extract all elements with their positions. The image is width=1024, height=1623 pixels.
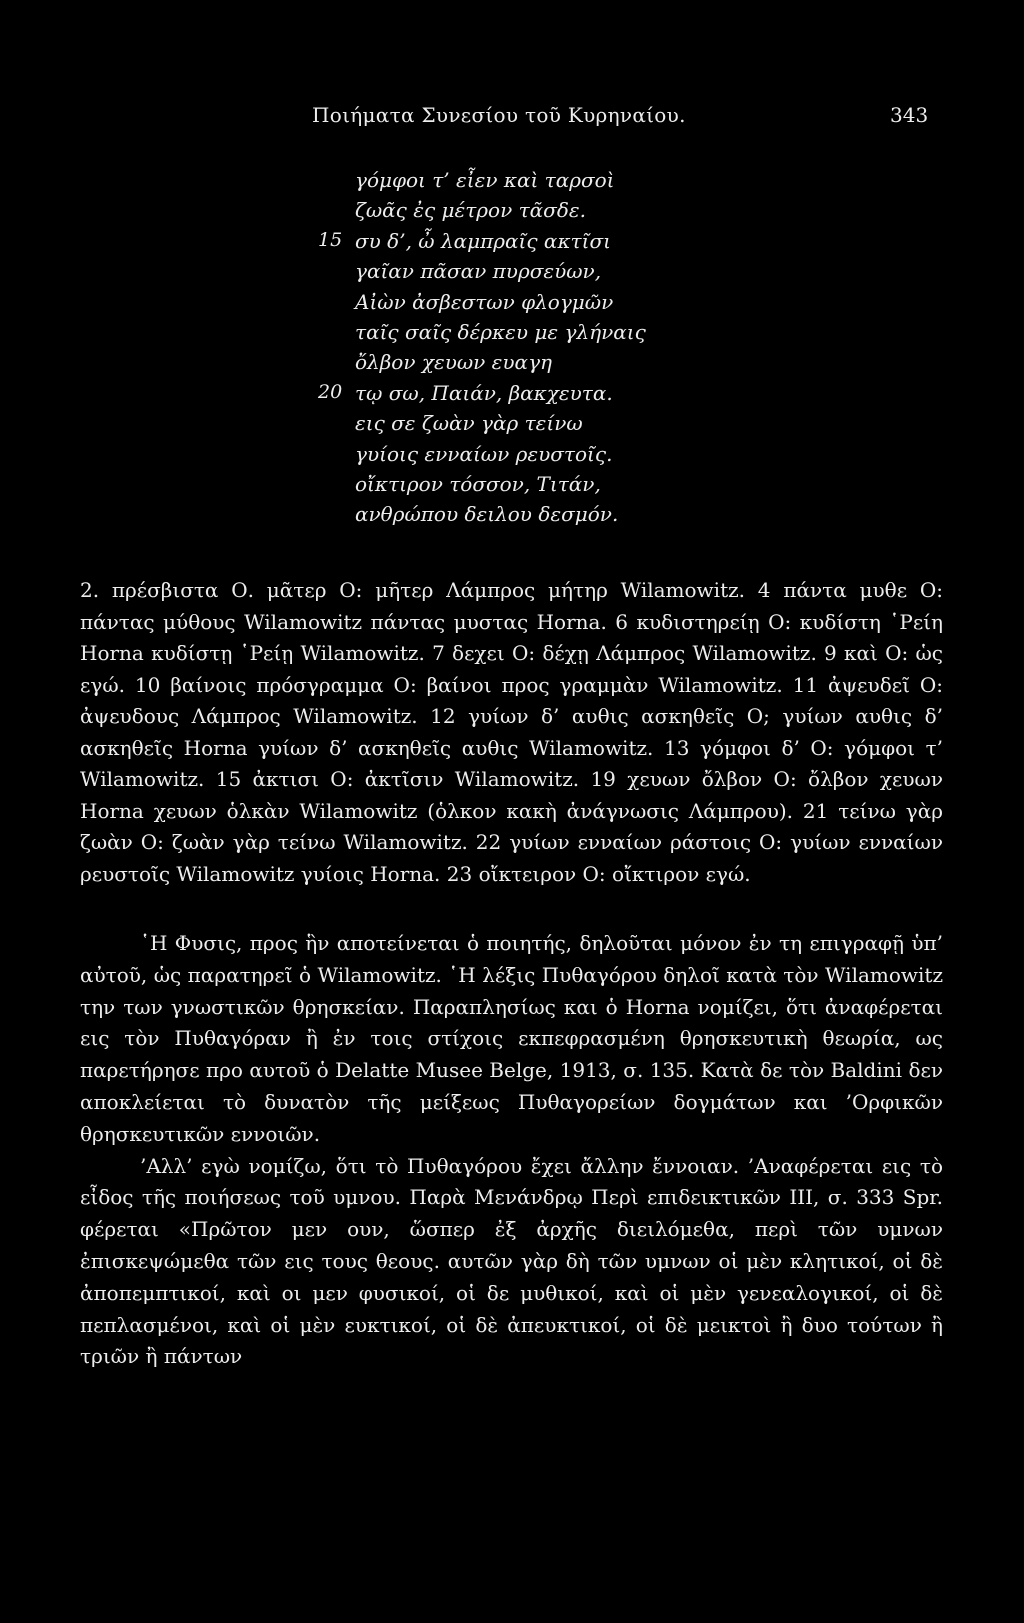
verse-line (0, 259, 1024, 289)
verse-number: 15 (318, 228, 343, 251)
verse-line (0, 381, 1024, 411)
commentary-paragraph: ’Αλλ’ εγὼ νομίζω, ὅτι τὸ Πυθαγόρου ἔχει ἄλλην ἔννοιαν. ’Αναφέρεται εις τὸ εἶδος τῆς ποιήσεως τοῦ υμνου. Παρὰ Μενάνδρῳ Περὶ επιδεικτικῶν III, σ. 333 Spr. φέρεται «Πρῶτον μεν ουν, ὥσπερ ἐξ ἀρχῆς διειλόμεθα, περὶ τῶν υμνων ἐπισκεψώμεθα τῶν εις τους θεους. αυτῶν γὰρ δὴ τῶν υμνων οἱ μὲν κλητικοί, οἱ δὲ ἀποπεμπτικοί, καὶ οι μεν φυσικοί, οἱ δε μυθικοί, καὶ οἱ μὲν γενεαλογικοί, οἱ δὲ πεπλασμένοι, καὶ οἱ μὲν ευκτικοί, οἱ δὲ ἀπευκτικοί, οἱ δὲ μεικτοὶ ἢ δυο τούτων ἢ τριῶν ἢ πάντων (80, 1153, 943, 1369)
verse-text: εις σε ζωὰν γὰρ τείνω (355, 411, 583, 436)
verse-line (0, 350, 1024, 380)
verse-line (0, 411, 1024, 441)
verse-line (0, 502, 1024, 532)
verse-text: Αἰὼν ἀσβεστων φλογμῶν (355, 289, 614, 314)
verse-line (0, 442, 1024, 472)
verse-text: τῳ σω, Παιάν, βακχευτα. (355, 380, 613, 405)
running-header (0, 103, 1024, 137)
verse-text: συ δ’, ὦ λαμπραῖς ακτῖσι (355, 228, 611, 253)
commentary-paragraph: ῾Η Φυσις, προς ἣν αποτείνεται ὁ ποιητής, δηλοῦται μόνον ἐν τη επιγραφῇ ὑπ’ αὐτοῦ, ὡς παρατηρεῖ ὁ Wilamowitz. ῾Η λέξις Πυθαγόρου δηλοῖ κατὰ τὸν Wilamowitz την των γνωστικῶν θρησκείαν. Παραπλησίως και ὁ Horna νομίζει, ὅτι ἀναφέρεται εις τὸν Πυθαγόραν ἢ ἐν τοις στίχοις εκπεφρασμένη θρησκευτικὴ θεωρία, ως παρετήρησε προ αυτοῦ ὁ Delatte Musee Belge, 1913, σ. 135. Κατὰ δε τὸν Baldini δεν αποκλείεται τὸ δυνατὸν τῆς μείξεως Πυθαγορείων δογμάτων και ’Ορφικῶν θρησκευτικῶν εννοιῶν. (80, 931, 943, 1146)
verse-line (0, 229, 1024, 259)
verse-text: ὄλβον χευων ευαγη (355, 350, 553, 375)
verse-line (0, 198, 1024, 228)
verse-line (0, 320, 1024, 350)
verse-text: ανθρώπου δειλου δεσμόν. (355, 502, 619, 527)
verse-line (0, 472, 1024, 502)
running-title: Ποιήματα Συνεσίου τοῦ Κυρηναίου. (312, 103, 686, 127)
verse-line (0, 290, 1024, 320)
verse-text: γόμφοι τ’ εἶεν καὶ ταρσοὶ (355, 168, 615, 192)
verse-text: ταῖς σαῖς δέρκευ με γλήναις (355, 319, 646, 344)
verse-text: ζωᾶς ἐς μέτρον τᾶσδε. (355, 198, 586, 223)
poem-verses (0, 168, 1024, 533)
critical-apparatus (80, 575, 943, 890)
verse-text: γυίοις ενναίων ρευστοῖς. (355, 441, 613, 466)
apparatus-text: 2. πρέσβιστα Ο. μᾶτερ Ο: μῆτερ Λάμπρος μήτηρ Wilamowitz. 4 πάντα μυθε Ο: πάντας μύθους Wilamowitz πάντας μυστας Horna. 6 κυδιστηρείῃ Ο: κυδίστη ῾Ρείη Horna κυδίστῃ ῾Ρείῃ Wilamowitz. 7 δεχει Ο: δέχῃ Λάμπρος Wilamowitz. 9 καὶ Ο: ὡς εγώ. 10 βαίνοις πρόσγραμμα Ο: βαίνοι προς γραμμὰν Wilamowitz. 11 ἀψευδεῖ Ο: ἀψευδους Λάμπρος Wilamowitz. 12 γυίων δ’ αυθις ασκηθεῖς Ο; γυίων αυθις δ’ ασκηθεῖς Horna γυίων δ’ ασκηθεῖς αυθις Wilamowitz. 13 γόμφοι δ’ Ο: γόμφοι τ’ Wilamowitz. 15 ἀκτισι Ο: ἀκτῖσιν Wilamowitz. 19 χευων ὄλβον Ο: ὄλβον χευων Horna χευων ὁλκὰν Wilamowitz (ὁλκον κακὴ ἀνάγνωσις Λάμπρου). 21 τείνω γὰρ ζωὰν Ο: ζωὰν γὰρ τείνω Wilamowitz. 22 γυίων ενναίων ράστοις Ο: γυίων ενναίων ρευστοῖς Wilamowitz γυίοις Horna. 23 οἴκτειρον Ο: οἴκτιρον εγώ. (80, 578, 943, 886)
commentary (80, 928, 943, 1373)
verse-line (0, 168, 1024, 198)
verse-text: γαῖαν πᾶσαν πυρσεύων, (355, 259, 602, 284)
verse-text: οἴκτιρον τόσσον, Τιτάν, (355, 471, 601, 496)
verse-number: 20 (318, 380, 343, 403)
page-number: 343 (890, 103, 929, 127)
